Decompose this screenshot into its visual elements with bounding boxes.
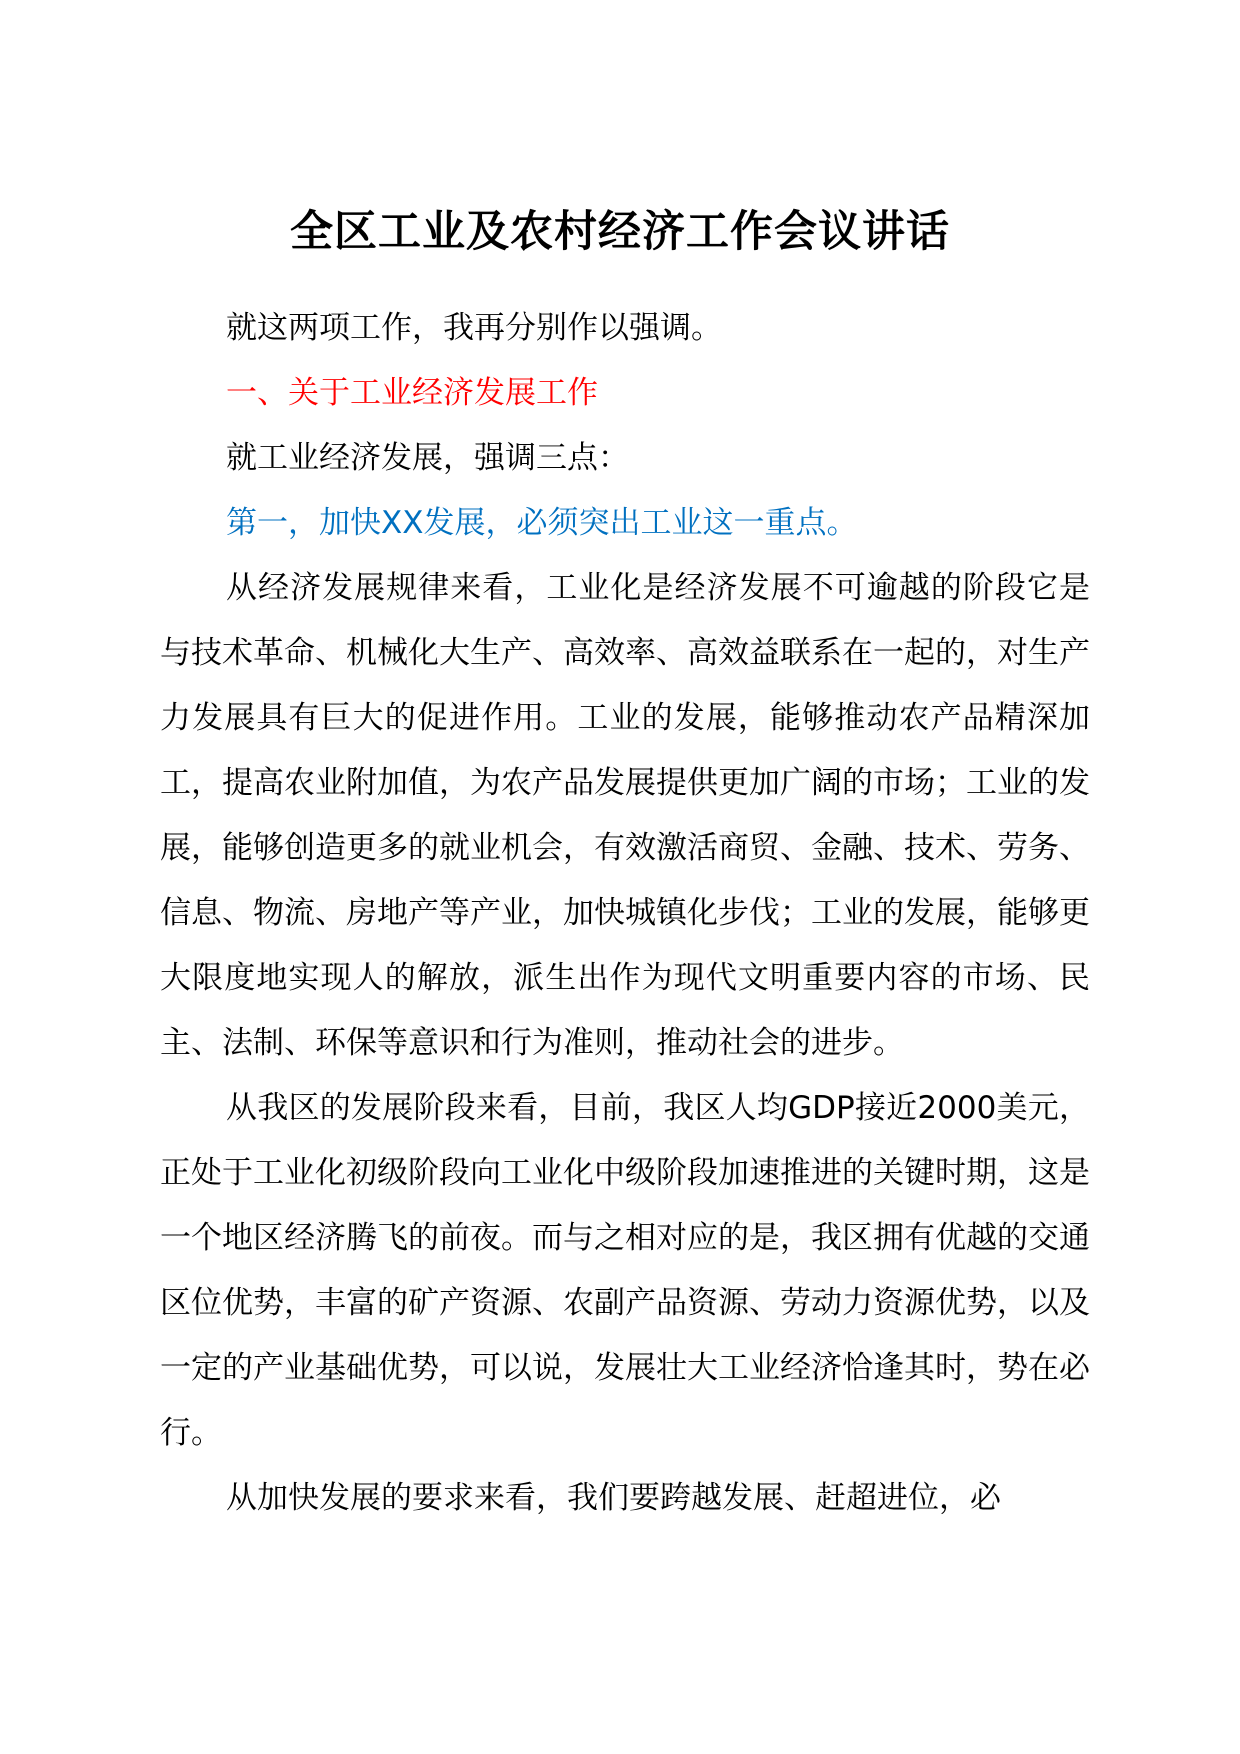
body-paragraph-development-stage: 从我区的发展阶段来看，目前，我区人均GDP接近2000美元，正处于工业化初级阶段向工业化中级阶段加速推进的关键时期，这是一个地区经济腾飞的前夜。而与之相对应的是，我区拥有优越的交通区位优势，丰富的矿产资源、农副产品资源、劳动力资源优势，以及一定的产业基础优势，可以说，发展壮大工业经济恰逢其时，势在必行。 — [160, 1090, 1090, 1451]
intro-paragraph: 就这两项工作，我再分别作以强调。 — [226, 310, 722, 346]
section-heading-industrial-economy: 一、关于工业经济发展工作 — [226, 375, 598, 411]
body-paragraph-development-requirements: 从加快发展的要求来看，我们要跨越发展、赶超进位，必 — [226, 1480, 1001, 1516]
document-body — [160, 296, 1090, 1531]
subheading-point-one: 第一，加快XX发展，必须突出工业这一重点。 — [226, 505, 858, 541]
lead-in-paragraph: 就工业经济发展，强调三点： — [226, 440, 629, 476]
body-paragraph-economic-law: 从经济发展规律来看，工业化是经济发展不可逾越的阶段它是与技术革命、机械化大生产、高效率、高效益联系在一起的，对生产力发展具有巨大的促进作用。工业的发展，能够推动农产品精深加工，提高农业附加值，为农产品发展提供更加广阔的市场；工业的发展，能够创造更多的就业机会，有效激活商贸、金融、技术、劳务、信息、物流、房地产等产业，加快城镇化步伐；工业的发展，能够更大限度地实现人的解放，派生出作为现代文明重要内容的市场、民主、法制、环保等意识和行为准则，推动社会的进步。 — [160, 570, 1090, 1061]
document-title: 全区工业及农村经济工作会议讲话 — [290, 207, 950, 257]
